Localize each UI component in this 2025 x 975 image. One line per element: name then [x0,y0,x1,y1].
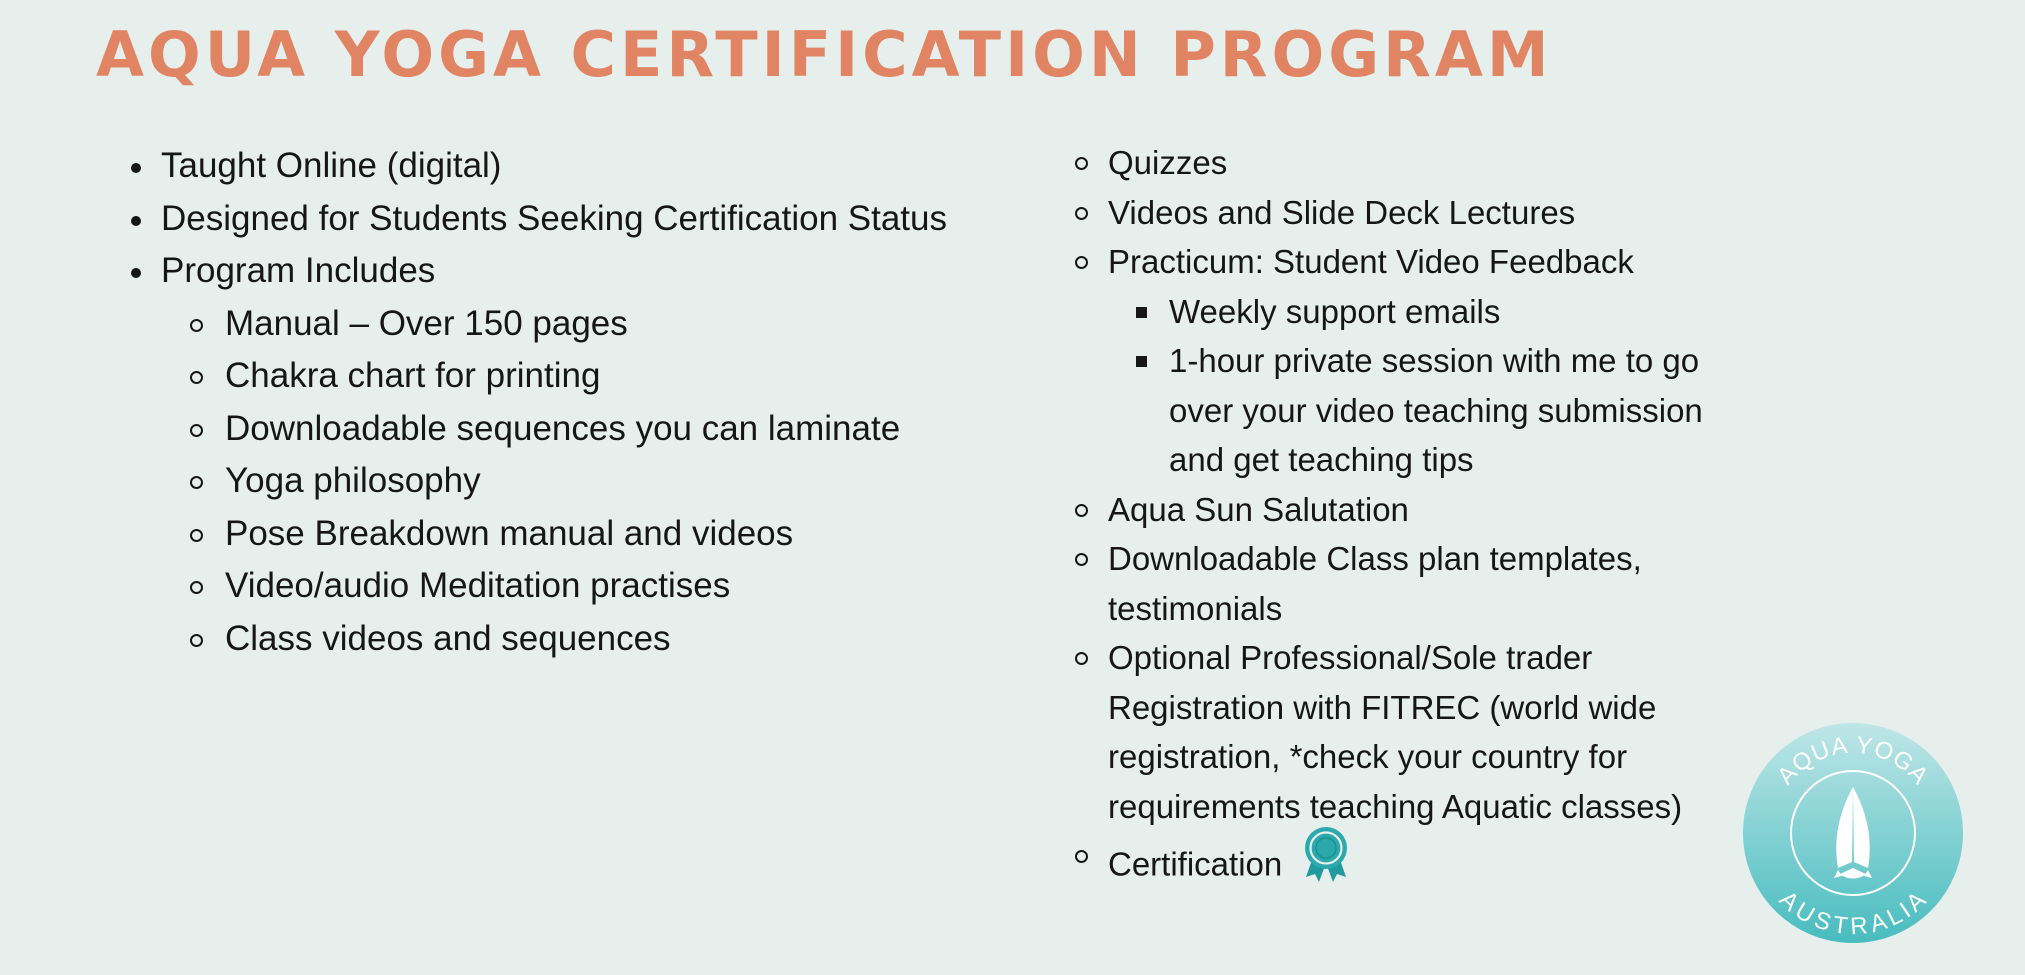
practicum-sub-list [1169,287,1759,485]
list-item: 1-hour private session with me to go over your video teaching submission and get teaching tips [1169,336,1759,485]
list-item: Chakra chart for printing [225,350,1061,403]
list-item: Downloadable Class plan templates, testimonials [1108,534,1748,633]
list-item: Quizzes [1108,138,1748,188]
page-title: AQUA YOGA CERTIFICATION PROGRAM [96,18,1553,91]
svg-text:AQUA YOGA: AQUA YOGA [1772,731,1934,791]
right-bullet-list [1108,138,1748,903]
list-item-text: Practicum: Student Video Feedback [1108,243,1634,280]
award-ribbon-icon [1302,825,1350,897]
program-includes-list [225,298,1061,666]
left-bullet-list [161,140,1061,665]
list-item: Pose Breakdown manual and videos [225,508,1061,561]
aqua-yoga-australia-logo [1742,722,1964,944]
left-column [161,140,1061,665]
list-item: Class videos and sequences [225,613,1061,666]
list-item [1108,831,1748,903]
list-item: Optional Professional/Sole trader Registration with FITREC (world wide registration, *check your country for requirements teaching Aquatic classes) [1108,633,1748,831]
list-item: Weekly support emails [1169,287,1759,337]
list-item [161,245,1061,665]
list-item: Manual – Over 150 pages [225,298,1061,351]
list-item-text: Certification [1108,845,1283,883]
list-item: Videos and Slide Deck Lectures [1108,188,1748,238]
list-item-text: Taught Online (digital) [161,146,502,185]
list-item-text: Designed for Students Seeking Certification Status [161,198,947,238]
list-item [1108,237,1748,485]
list-item [161,140,1061,193]
list-item: Video/audio Meditation practises [225,560,1061,613]
right-column [1108,138,1748,903]
list-item: Aqua Sun Salutation [1108,485,1748,535]
list-item [161,193,1061,246]
svg-text:AUSTRALIA: AUSTRALIA [1774,885,1932,941]
list-item: Downloadable sequences you can laminate [225,403,1061,456]
list-item: Yoga philosophy [225,455,1061,508]
list-item-text: Program Includes [161,251,436,290]
